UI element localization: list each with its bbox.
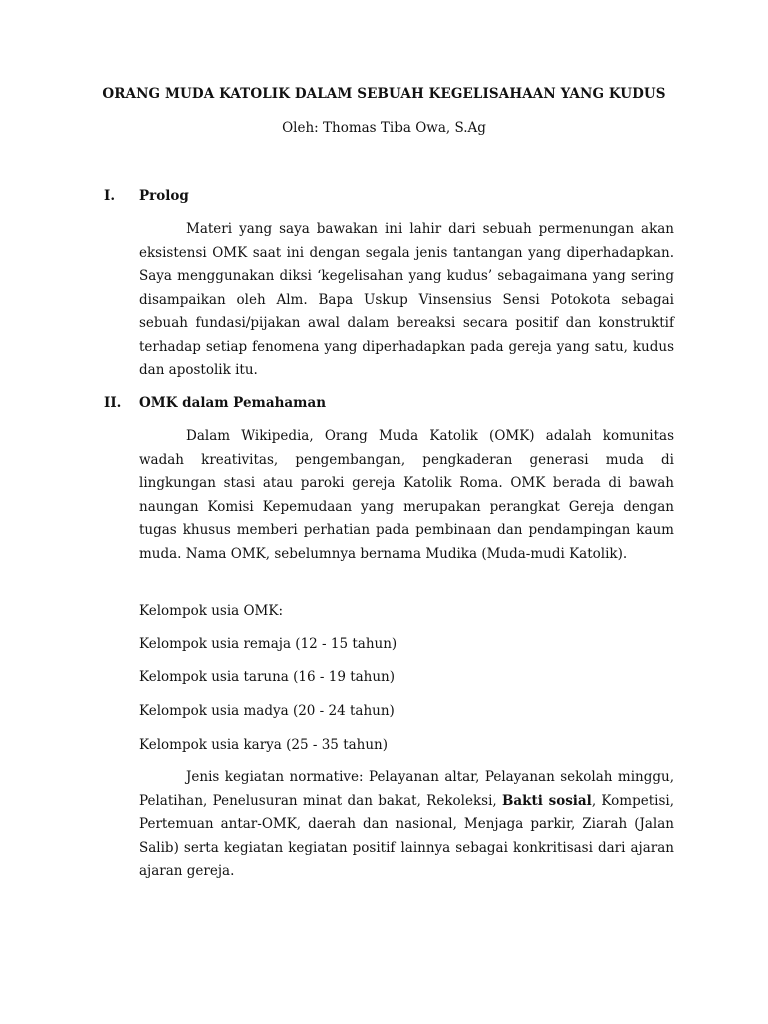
section-heading-omk [104,395,326,411]
age-group-item: Kelompok usia remaja (12 - 15 tahun) [139,636,398,652]
activities-text-start: Jenis kegiatan normative: Pelayanan altar, Pelayanan sekolah minggu, Pelatihan, Penelusuran minat dan bakat, Rekoleksi, [139,769,674,809]
age-groups-intro: Kelompok usia OMK: [139,603,284,619]
document-author: Oleh: Thomas Tiba Owa, S.Ag [282,120,486,136]
activities-bold-text: Bakti sosial [502,792,592,809]
section-number: II. [104,395,122,411]
section-number: I. [104,188,116,204]
prolog-paragraph [139,218,674,383]
section-title: OMK dalam Pemahaman [139,395,327,411]
paragraph-text: Materi yang saya bawakan ini lahir dari sebuah permenungan akan eksistensi OMK saat ini dengan segala jenis tantangan yang diperhadapkan. Saya menggunakan diksi ‘kegelisahan yang kudus’ sebagaimana yang sering disampaikan oleh Alm. Bapa Uskup Vinsensius Sensi Potokota sebagai sebuah fundasi/pijakan awal dalam bereaksi secara positif dan konstruktif terhadap setiap fenomena yang diperhadapkan pada gereja yang satu, kudus dan apostolik itu. [139,221,674,378]
omk-definition-paragraph [139,425,674,566]
age-group-item: Kelompok usia taruna (16 - 19 tahun) [139,669,396,685]
activities-paragraph [139,766,674,884]
paragraph-text: Dalam Wikipedia, Orang Muda Katolik (OMK) adalah komunitas wadah kreativitas, pengembangan, pengkaderan generasi muda di lingkungan stasi atau paroki gereja Katolik Roma. OMK berada di bawah naungan Komisi Kepemudaan yang merupakan perangkat Gereja dengan tugas khusus memberi perhatian pada pembinaan dan pendampingan kaum muda. Nama OMK, sebelumnya bernama Mudika (Muda-mudi Katolik). [139,428,674,562]
document-title: ORANG MUDA KATOLIK DALAM SEBUAH KEGELISAHAAN YANG KUDUS [102,86,666,102]
age-group-item: Kelompok usia madya (20 - 24 tahun) [139,703,395,719]
age-group-item: Kelompok usia karya (25 - 35 tahun) [139,737,389,753]
section-title: Prolog [139,188,189,204]
activities-text-end: , Kompetisi, Pertemuan antar-OMK, daerah dan nasional, Menjaga parkir, Ziarah (Jalan Salib) serta kegiatan kegiatan positif lainnya sebagai konkritisasi dari ajaran ajaran gereja. [139,792,674,879]
section-heading-prolog [104,188,189,204]
